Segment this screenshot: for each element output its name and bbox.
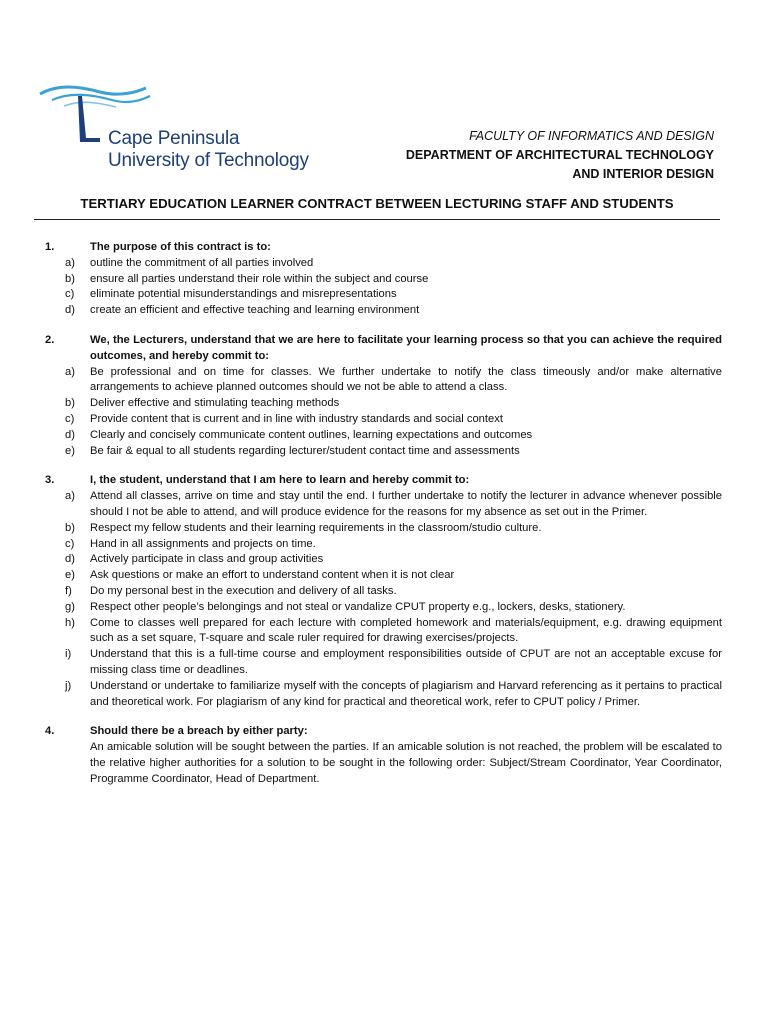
item-text: Respect my fellow students and their learning requirements in the classroom/studio culture. bbox=[90, 521, 542, 534]
item-letter: a) bbox=[65, 256, 75, 269]
item-text: Provide content that is current and in line with industry standards and social context bbox=[90, 412, 503, 425]
item-letter: d) bbox=[65, 428, 75, 441]
section-header bbox=[40, 473, 722, 489]
department-line-1: DEPARTMENT OF ARCHITECTURAL TECHNOLOGY bbox=[405, 148, 714, 162]
item-text: Hand in all assignments and projects on time. bbox=[90, 537, 316, 550]
header-block bbox=[406, 127, 714, 184]
list-item bbox=[40, 256, 722, 272]
item-text: Ask questions or make an effort to understand content when it is not clear bbox=[90, 569, 455, 582]
list-item bbox=[40, 521, 722, 537]
list-item bbox=[40, 568, 722, 584]
item-letter: g) bbox=[65, 600, 75, 613]
section-header bbox=[40, 724, 722, 740]
item-text: Deliver effective and stimulating teaching methods bbox=[90, 397, 340, 410]
item-letter: i) bbox=[65, 648, 72, 661]
item-letter: c) bbox=[65, 288, 75, 301]
item-text: Come to classes well prepared for each lecture with completed homework and materials/equipment, e.g. drawing equipment such as a set square, T-square and scale ruler required for drawing exercises/projects. bbox=[90, 616, 722, 645]
item-letter: f) bbox=[65, 584, 72, 597]
list-item bbox=[40, 647, 722, 679]
section-number: 2. bbox=[45, 333, 55, 346]
item-text: Be fair & equal to all students regarding lecturer/student contact time and assessments bbox=[90, 444, 520, 457]
logo-line-2: University of Technology bbox=[108, 150, 309, 171]
list-item bbox=[40, 584, 722, 600]
item-text: eliminate potential misunderstandings and misrepresentations bbox=[90, 288, 397, 301]
department-line-2: AND INTERIOR DESIGN bbox=[572, 167, 714, 181]
item-text: Understand or undertake to familiarize myself with the concepts of plagiarism and Harvard referencing as it pertains to practical and theoretical work. For plagiarism of any kind for practical and theoretical work, refer to CPUT policy / Primer. bbox=[90, 679, 722, 708]
item-text: Do my personal best in the execution and delivery of all tasks. bbox=[90, 584, 397, 597]
list-item bbox=[40, 600, 722, 616]
item-text: create an efficient and effective teaching and learning environment bbox=[90, 304, 420, 317]
item-letter: c) bbox=[65, 537, 75, 550]
item-letter: a) bbox=[65, 490, 75, 503]
item-text: Attend all classes, arrive on time and stay until the end. I further undertake to notify the lecturer in advance whenever possible should I not be able to attend, and will produce evidence for the reasons for my absence as set out in the Primer. bbox=[90, 490, 722, 518]
section-number: 1. bbox=[45, 241, 55, 253]
item-letter: b) bbox=[65, 397, 75, 410]
item-letter: c) bbox=[65, 412, 75, 425]
section-heading: The purpose of this contract is to: bbox=[90, 241, 271, 253]
list-item bbox=[40, 272, 722, 288]
contract-body bbox=[40, 240, 722, 802]
section-heading: We, the Lecturers, understand that we are here to facilitate your learning process so that you can achieve the required outcomes, and hereby commit to: bbox=[90, 333, 722, 362]
list-item bbox=[40, 552, 722, 568]
list-item bbox=[40, 679, 722, 711]
list-item bbox=[40, 489, 722, 521]
item-letter: e) bbox=[65, 569, 75, 582]
document-title: TERTIARY EDUCATION LEARNER CONTRACT BETWEEN LECTURING STAFF AND STUDENTS bbox=[80, 196, 674, 211]
section-paragraph: An amicable solution will be sought between the parties. If an amicable solution is not reached, the problem will be escalated to the relative higher authorities for a solution to be sought in the following order: Subject/Stream Coordinator, Year Coordinator, Programme Coordinator, Head of Department. bbox=[90, 741, 722, 785]
section-heading: I, the student, understand that I am here to learn and hereby commit to: bbox=[90, 474, 470, 487]
item-letter: j) bbox=[65, 679, 72, 692]
faculty-name: FACULTY OF INFORMATICS AND DESIGN bbox=[469, 129, 714, 143]
item-text: Actively participate in class and group activities bbox=[90, 553, 324, 566]
title-divider bbox=[34, 219, 720, 220]
contract-section bbox=[40, 240, 722, 319]
list-item bbox=[40, 537, 722, 553]
item-text: Clearly and concisely communicate content outlines, learning expectations and outcomes bbox=[90, 428, 533, 441]
item-letter: a) bbox=[65, 365, 75, 378]
item-text: ensure all parties understand their role within the subject and course bbox=[90, 272, 429, 285]
item-letter: b) bbox=[65, 272, 75, 285]
item-text: Understand that this is a full-time course and employment responsibilities outside of CPUT are not an acceptable excuse for missing class time or deadlines. bbox=[90, 648, 722, 676]
section-number: 4. bbox=[45, 725, 55, 738]
list-item bbox=[40, 287, 722, 303]
list-item bbox=[40, 428, 722, 444]
item-text: Respect other people’s belongings and not steal or vandalize CPUT property e.g., lockers, desks, stationery. bbox=[90, 600, 626, 613]
section-header bbox=[40, 333, 722, 365]
section-heading: Should there be a breach by either party: bbox=[90, 725, 308, 738]
university-logo bbox=[38, 84, 310, 174]
contract-section bbox=[40, 724, 722, 787]
item-letter: h) bbox=[65, 616, 75, 629]
item-letter: d) bbox=[65, 304, 75, 317]
item-letter: e) bbox=[65, 444, 75, 457]
list-item bbox=[40, 444, 722, 460]
contract-section bbox=[40, 333, 722, 459]
list-item bbox=[40, 303, 722, 319]
item-letter: b) bbox=[65, 521, 75, 534]
section-header bbox=[40, 240, 722, 256]
item-text: Be professional and on time for classes. We further undertake to notify the class timeously and/or make alternative arrangements to achieve planned outcomes should we not be able to attend a class. bbox=[90, 365, 722, 394]
section-number: 3. bbox=[45, 474, 55, 487]
list-item bbox=[40, 365, 722, 397]
list-item bbox=[40, 396, 722, 412]
list-item bbox=[40, 412, 722, 428]
item-letter: d) bbox=[65, 553, 75, 566]
list-item bbox=[40, 616, 722, 648]
logo-line-1: Cape Peninsula bbox=[108, 128, 240, 149]
contract-section bbox=[40, 473, 722, 710]
item-text: outline the commitment of all parties involved bbox=[90, 256, 314, 269]
